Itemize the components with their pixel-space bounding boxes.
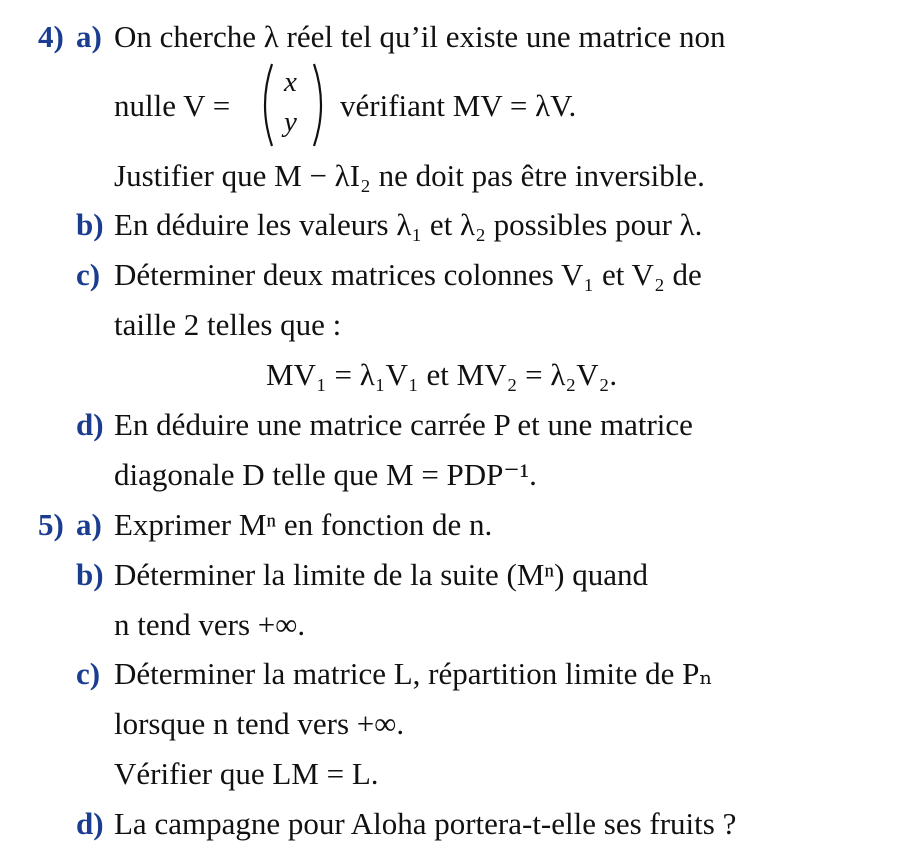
q5c-line2: lorsque n tend vers +∞.	[114, 706, 405, 741]
q5a-label: a)	[76, 507, 102, 542]
q4d-line2: diagonale D telle que M = PDP⁻¹.	[114, 457, 537, 492]
q4a-line2-post: vérifiant MV = λV.	[340, 88, 577, 123]
q4a-line1: On cherche λ réel tel qu’il existe une matrice non	[114, 19, 726, 54]
q5c-label: c)	[76, 656, 101, 691]
q4b-label: b)	[76, 207, 104, 242]
question-4-number: 4)	[38, 19, 64, 54]
q5b-label: b)	[76, 557, 104, 592]
q5c-line1: Déterminer la matrice L, répartition limite de Pₙ	[114, 656, 713, 691]
q5b-line2: n tend vers +∞.	[114, 607, 306, 642]
q5b-line1: Déterminer la limite de la suite (Mⁿ) quand	[114, 557, 649, 592]
q5a-line1: Exprimer Mⁿ en fonction de n.	[114, 507, 493, 542]
q4a-line2-pre: nulle V =	[114, 88, 231, 123]
q4c-line2: taille 2 telles que :	[114, 307, 342, 342]
question-5-number: 5)	[38, 507, 64, 542]
column-vector-V	[258, 62, 328, 148]
q5c-line3: Vérifier que LM = L.	[114, 756, 379, 791]
vector-top-entry: x	[284, 66, 297, 98]
q4a-label: a)	[76, 19, 102, 54]
q4c-label: c)	[76, 257, 101, 292]
q4d-line1: En déduire une matrice carrée P et une matrice	[114, 407, 693, 442]
q4d-label: d)	[76, 407, 104, 442]
q4b-line1: En déduire les valeurs λ₁ et λ₂ possibles pour λ.	[114, 207, 703, 242]
q4c-equation: MV₁ = λ₁V₁ et MV₂ = λ₂V₂.	[266, 357, 618, 392]
q4a-line3: Justifier que M − λI₂ ne doit pas être inversible.	[114, 158, 705, 193]
q5d-label: d)	[76, 806, 104, 841]
q5d-line1: La campagne pour Aloha portera-t-elle ses fruits ?	[114, 806, 737, 841]
q4c-line1: Déterminer deux matrices colonnes V₁ et V₂ de	[114, 257, 702, 292]
vector-bottom-entry: y	[284, 106, 297, 138]
